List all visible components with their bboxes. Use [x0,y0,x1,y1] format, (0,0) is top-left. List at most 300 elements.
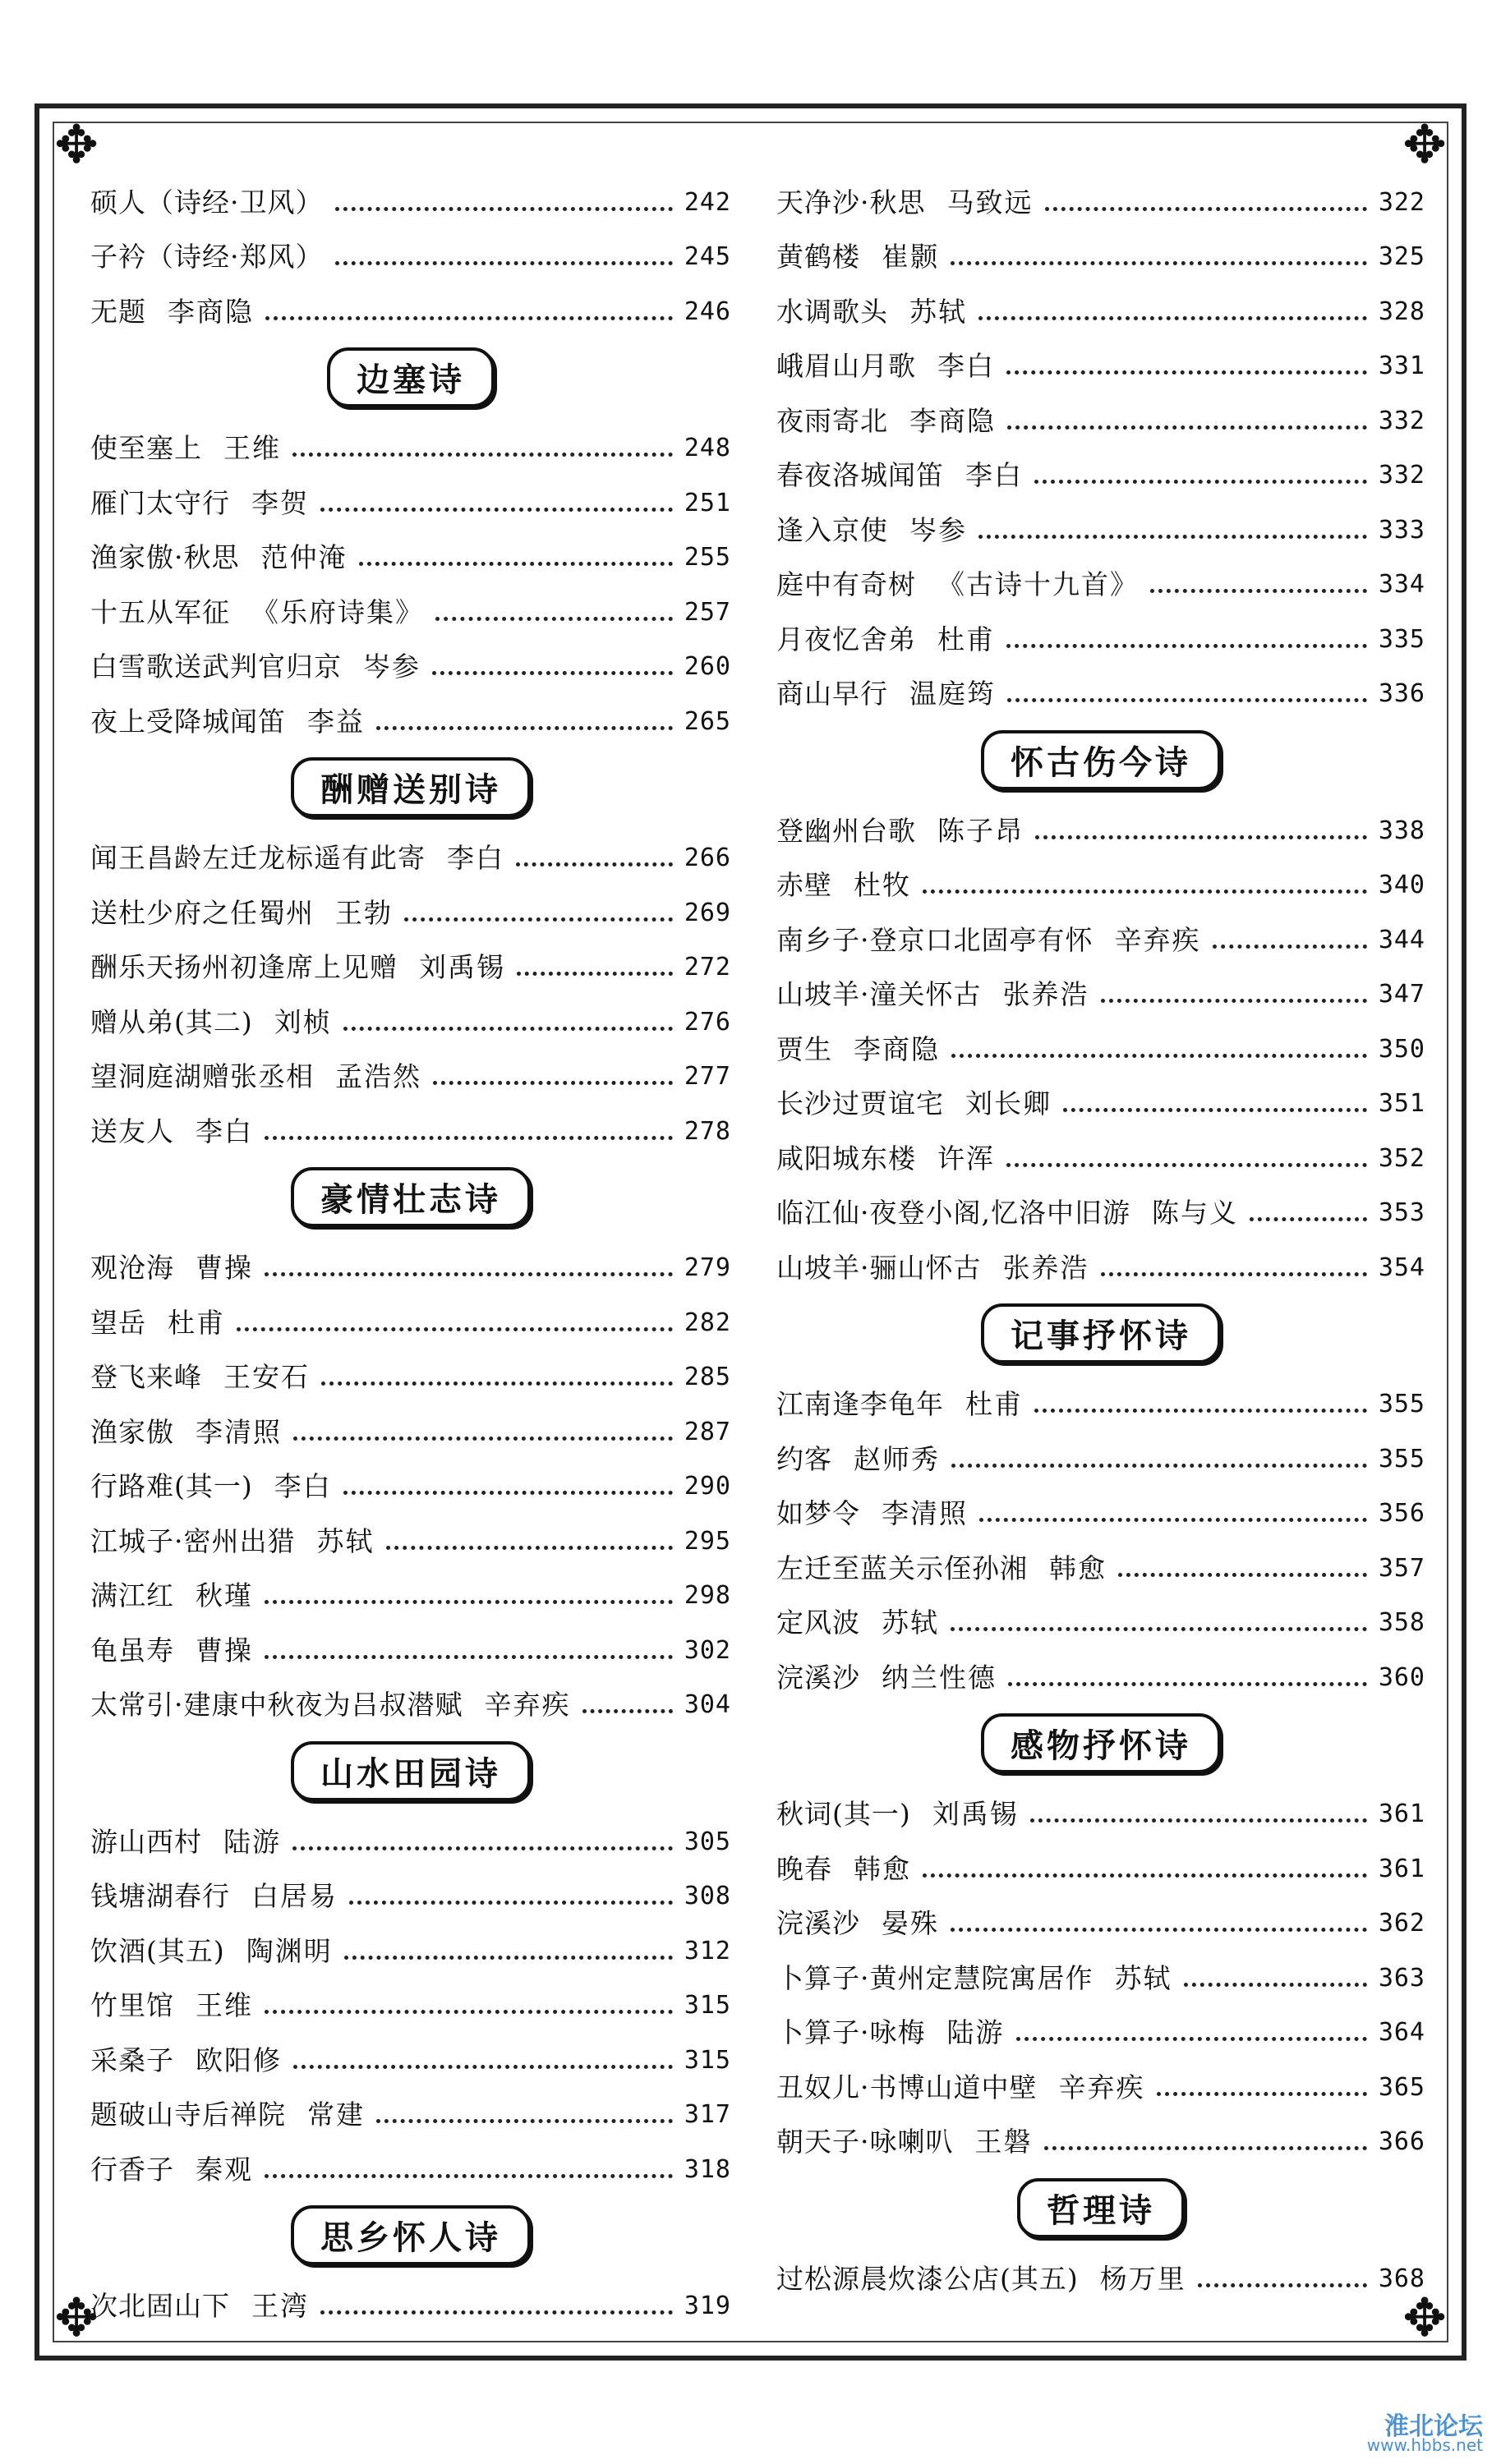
toc-entry[interactable] [90,528,731,583]
toc-entry[interactable] [776,1538,1425,1593]
poem-title: 十五从军征 [90,595,230,628]
poem-title: 望岳 [90,1306,146,1339]
dot-leader [951,1627,1367,1631]
poem-title: 行路难(其一) [90,1470,253,1502]
toc-entry[interactable] [776,1429,1425,1484]
poem-author: 王维 [223,432,281,464]
dot-leader [335,207,673,211]
poem-author: 秦观 [196,2153,253,2186]
page-number: 357 [1378,1553,1425,1583]
toc-entry[interactable] [90,1812,731,1867]
page-number: 278 [684,1116,731,1146]
toc-entry[interactable] [776,391,1425,446]
toc-entry[interactable] [776,1593,1425,1648]
dot-leader [237,1327,673,1331]
dot-leader [265,316,673,320]
toc-entry[interactable] [90,1101,731,1156]
poem-author: 苏轼 [882,1607,939,1639]
poem-author: 杜甫 [168,1306,225,1339]
section-heading [776,2167,1425,2249]
dot-leader [1157,2092,1367,2096]
dot-leader [265,1655,673,1659]
watermark-url: www.hbbs.net [1366,2435,1483,2455]
toc-entry[interactable] [776,446,1425,501]
dot-leader [978,316,1367,320]
page-number: 269 [684,898,731,927]
dot-leader [292,453,673,457]
poem-author: 李白 [196,1115,253,1147]
page-number: 282 [684,1308,731,1337]
page-number: 351 [1378,1089,1425,1118]
toc-entry[interactable] [90,692,731,747]
page-number: 365 [1378,2072,1425,2102]
page-number: 336 [1378,679,1425,708]
page-number: 312 [684,1936,731,1965]
toc-entry[interactable] [90,1867,731,1922]
dot-leader [344,1956,673,1960]
dot-leader [1150,589,1367,593]
toc-entry[interactable] [776,856,1425,911]
poem-title: 浣溪沙 [776,1661,860,1694]
poem-author: 陈与义 [1151,1197,1238,1229]
toc-entry[interactable] [90,228,731,283]
dot-leader [951,1464,1367,1468]
poem-author: 《乐府诗集》 [251,595,424,628]
toc-entry[interactable] [776,337,1425,392]
dot-leader [1118,1573,1367,1577]
page-number: 322 [1378,187,1425,217]
poem-author: 常建 [307,2099,365,2131]
poem-author: 张养浩 [1002,1251,1089,1284]
dot-leader [265,2174,673,2178]
section-heading [90,1730,731,1812]
poem-title: 无题 [90,295,146,328]
dot-leader [432,671,673,675]
poem-title: 过松源晨炊漆公店(其五) [776,2262,1079,2295]
toc-entry[interactable] [776,2249,1425,2304]
dot-leader [1213,945,1367,949]
poem-author: 杜牧 [854,869,911,901]
dot-leader [1044,2146,1367,2150]
toc-entry[interactable] [776,2057,1425,2112]
toc-entry[interactable] [776,1785,1425,1840]
poem-title: 闻王昌龄左迁龙标遥有此寄 [90,842,426,874]
page-number: 364 [1378,2018,1425,2047]
poem-title: 长沙过贾谊宅 [776,1087,944,1119]
dot-leader [923,890,1367,894]
page-number: 246 [684,297,731,326]
poem-title: 月夜忆舍弟 [776,623,916,655]
dot-leader [979,1518,1367,1522]
toc-entry[interactable] [776,1019,1425,1074]
poem-title: 龟虽寿 [90,1634,174,1666]
poem-title: 江南逢李龟年 [776,1388,944,1420]
poem-title: 贾生 [776,1032,832,1065]
corner-ornament-icon: ✥ [54,115,99,176]
dot-leader [1030,1818,1367,1823]
dot-leader [293,2065,673,2069]
poem-title: 采桑子 [90,2043,174,2076]
poem-title: 太常引·建康中秋夜为吕叔潜赋 [90,1689,463,1721]
page-number: 347 [1378,980,1425,1009]
poem-title: 赤壁 [776,869,832,901]
poem-title: 登幽州台歌 [776,814,916,847]
poem-author: 孟浩然 [335,1060,421,1092]
page-number: 285 [684,1363,731,1391]
poem-title: 南乡子·登京口北固亭有怀 [776,923,1094,956]
poem-author: 王磐 [974,2126,1033,2158]
dot-leader [951,261,1367,265]
poem-author: 晏殊 [882,1907,939,1939]
page-number: 353 [1378,1198,1425,1227]
dot-leader [1007,698,1367,702]
dot-leader [1034,480,1367,484]
page-number: 295 [684,1526,731,1556]
toc-entry[interactable] [776,1074,1425,1129]
page-number: 361 [1378,1854,1425,1883]
page-number: 361 [1378,1800,1425,1828]
poem-title: 左迁至蓝关示侄孙湘 [776,1551,1028,1584]
page-number: 338 [1378,816,1425,845]
toc-entry[interactable] [90,992,731,1047]
poem-title: 渔家傲 [90,1415,174,1448]
page-number: 358 [1378,1608,1425,1637]
poem-author: 赵师秀 [854,1442,940,1475]
dot-leader [293,1437,673,1441]
dot-leader [1198,2283,1367,2287]
toc-entry[interactable] [90,1239,731,1294]
poem-author: 李白 [937,350,995,382]
corner-ornament-icon: ✥ [54,2288,99,2349]
poem-title: 卜算子·咏梅 [776,2016,926,2048]
dot-leader [321,1381,673,1386]
toc-entry[interactable] [776,172,1425,228]
toc-left-column [90,172,731,2331]
toc-entry[interactable] [776,609,1425,664]
toc-entry[interactable] [90,1976,731,2031]
poem-title: 朝天子·咏喇叭 [776,2126,954,2158]
toc-entry[interactable] [90,282,731,337]
section-title: 感物抒怀诗 [981,1713,1221,1773]
corner-ornament-icon: ✥ [1402,2288,1447,2349]
poem-title: 望洞庭湖赠张丞相 [90,1060,314,1092]
poem-author: 李白 [447,842,504,874]
toc-entry[interactable] [776,1948,1425,2003]
section-heading [90,337,731,419]
toc-entry[interactable] [90,172,731,228]
dot-leader [1101,1272,1367,1276]
page-number: 362 [1378,1909,1425,1938]
poem-title: 游山西村 [90,1825,202,1858]
page-number: 317 [684,2100,731,2129]
poem-author: 张养浩 [1002,978,1089,1010]
dot-leader [1006,1163,1367,1167]
page-number: 355 [1378,1390,1425,1418]
poem-title: 咸阳城东楼 [776,1142,916,1175]
poem-title: 峨眉山月歌 [776,350,916,382]
poem-author: 刘禹锡 [419,951,505,983]
toc-entry[interactable] [776,910,1425,965]
toc-right-column [776,172,1425,2304]
page-number: 276 [684,1007,731,1037]
dot-leader [265,1136,673,1140]
toc-entry[interactable] [776,1184,1425,1239]
poem-title: 山坡羊·骊山怀古 [776,1251,982,1284]
toc-entry[interactable] [90,2140,731,2195]
page-number: 354 [1378,1253,1425,1282]
poem-author: 刘桢 [274,1005,332,1038]
poem-author: 秋瑾 [196,1579,253,1611]
toc-entry[interactable] [90,473,731,528]
site-watermark [1366,2412,1483,2455]
toc-entry[interactable] [776,282,1425,337]
poem-title: 夜雨寄北 [776,404,888,437]
toc-entry[interactable] [776,1129,1425,1184]
toc-entry[interactable] [776,2003,1425,2058]
poem-title: 送杜少府之任蜀州 [90,896,314,929]
poem-title: 定风波 [776,1607,860,1639]
poem-title: 观沧海 [90,1252,174,1284]
poem-author: 曹操 [196,1634,253,1666]
toc-entry[interactable] [776,228,1425,283]
poem-title: 子衿（诗经·郑风） [90,241,324,273]
poem-author: 温庭筠 [909,678,996,710]
poem-author: 纳兰性德 [882,1661,997,1694]
poem-title: 次北固山下 [90,2290,230,2322]
page-number: 257 [684,597,731,627]
section-title: 边塞诗 [327,347,495,407]
poem-author: 白居易 [251,1880,338,1912]
page-number: 318 [684,2154,731,2184]
dot-leader [320,2310,673,2315]
toc-entry[interactable] [776,965,1425,1020]
section-title: 思乡怀人诗 [291,2205,531,2265]
poem-author: 陈子昂 [937,814,1024,847]
poem-title: 夜上受降城闻笛 [90,705,286,738]
section-heading [776,719,1425,801]
poem-title: 山坡羊·潼关怀古 [776,978,982,1010]
poem-title: 题破山寺后禅院 [90,2099,286,2131]
poem-author: 苏轼 [316,1524,375,1557]
poem-title: 饮酒(其五) [90,1934,225,1967]
poem-author: 崔颢 [882,241,939,273]
poem-title: 黄鹤楼 [776,241,860,273]
toc-entry[interactable] [90,938,731,993]
page-number: 352 [1378,1143,1425,1173]
poem-title: 晚春 [776,1852,832,1885]
toc-entry[interactable] [90,1620,731,1676]
section-heading [90,1156,731,1239]
poem-author: 王维 [196,1989,253,2021]
page-number: 332 [1378,406,1425,435]
dot-leader [1006,370,1367,375]
poem-author: 陶渊明 [246,1934,333,1967]
toc-entry[interactable] [90,1293,731,1348]
page-number: 251 [684,488,731,517]
dot-leader [516,862,673,867]
toc-entry[interactable] [90,1511,731,1566]
dot-leader [1101,999,1367,1003]
page-number: 277 [684,1062,731,1091]
toc-entry[interactable] [776,1238,1425,1293]
toc-entry[interactable] [90,1348,731,1403]
poem-title: 白雪歌送武判官归京 [90,650,342,683]
dot-leader [1063,1108,1367,1112]
poem-author: 曹操 [196,1252,253,1284]
poem-title: 卜算子·黄州定慧院寓居作 [776,1961,1094,1994]
poem-title: 江城子·密州出猎 [90,1524,296,1557]
toc-entry[interactable] [776,664,1425,719]
toc-entry[interactable] [90,2085,731,2140]
poem-author: 王安石 [223,1361,310,1393]
toc-entry[interactable] [776,1894,1425,1949]
dot-leader [376,2119,673,2123]
toc-entry[interactable] [90,2277,731,2332]
dot-leader [1008,1682,1367,1686]
page-number: 266 [684,844,731,872]
page-number: 304 [684,1690,731,1719]
page-number: 242 [684,187,731,217]
dot-leader [923,1873,1367,1878]
page-number: 260 [684,652,731,681]
page-number: 344 [1378,925,1425,954]
poem-title: 钱塘湖春行 [90,1880,230,1912]
page-number: 298 [684,1581,731,1610]
poem-author: 李清照 [196,1415,282,1448]
page-number: 308 [684,1882,731,1910]
dot-leader [359,562,673,566]
poem-title: 如梦令 [776,1497,860,1529]
page-number: 305 [684,1827,731,1856]
poem-title: 约客 [776,1442,832,1475]
toc-entry[interactable] [90,1402,731,1457]
dot-leader [1045,207,1367,211]
toc-entry[interactable] [90,419,731,474]
toc-entry[interactable] [776,1648,1425,1703]
poem-author: 李益 [307,705,365,738]
dot-leader [265,1272,673,1276]
toc-entry[interactable] [90,829,731,884]
poem-author: 杨万里 [1099,2262,1186,2295]
poem-title: 使至塞上 [90,432,202,464]
poem-author: 苏轼 [909,295,967,328]
toc-entry[interactable] [90,582,731,637]
section-title: 酬赠送别诗 [291,757,531,817]
poem-title: 春夜洛城闻笛 [776,459,944,491]
poem-author: 辛弃疾 [1114,923,1201,956]
poem-author: 李贺 [251,486,309,519]
toc-entry[interactable] [776,2112,1425,2167]
toc-entry[interactable] [90,1676,731,1731]
dot-leader [320,508,673,512]
poem-title: 庭中有奇树 [776,568,916,600]
poem-author: 李白 [274,1470,332,1502]
poem-author: 范仲淹 [260,541,348,573]
poem-author: 王湾 [251,2290,309,2322]
dot-leader [386,1546,673,1550]
toc-entry[interactable] [90,1921,731,1976]
page-number: 332 [1378,461,1425,490]
dot-leader [1184,1983,1367,1987]
dot-leader [376,726,673,730]
toc-entry[interactable] [776,555,1425,610]
poem-author: 杜甫 [965,1388,1023,1420]
section-title: 记事抒怀诗 [981,1303,1221,1363]
dot-leader [435,617,673,621]
page-number: 287 [684,1417,731,1446]
dot-leader [265,2010,673,2014]
toc-entry[interactable] [90,1457,731,1512]
dot-leader [343,1491,673,1495]
toc-entry[interactable] [776,1375,1425,1430]
toc-entry[interactable] [776,1484,1425,1539]
section-heading [90,2195,731,2277]
page-number: 265 [684,706,731,736]
page-number: 331 [1378,352,1425,380]
toc-entry[interactable] [776,500,1425,555]
toc-entry[interactable] [776,801,1425,856]
poem-title: 逢入京使 [776,513,888,546]
page-number: 290 [684,1472,731,1501]
page-number: 368 [1378,2264,1425,2293]
poem-author: 《古诗十九首》 [937,568,1139,600]
page-number: 315 [684,1991,731,2020]
poem-author: 欧阳修 [196,2043,282,2076]
dot-leader [1035,835,1367,839]
page-number: 360 [1378,1662,1425,1692]
toc-entry[interactable] [90,637,731,692]
section-heading [776,1703,1425,1785]
toc-entry[interactable] [90,2030,731,2085]
page-number: 272 [684,953,731,981]
page-number: 333 [1378,515,1425,545]
poem-author: 岑参 [363,650,421,683]
section-heading [90,747,731,829]
toc-entry[interactable] [90,883,731,938]
poem-author: 苏轼 [1114,1961,1172,1994]
poem-title: 送友人 [90,1115,174,1147]
dot-leader [1006,644,1367,648]
poem-author: 陆游 [223,1825,281,1858]
poem-author: 马致远 [946,186,1034,218]
toc-entry[interactable] [776,1839,1425,1894]
dot-leader [517,972,673,976]
poem-author: 辛弃疾 [484,1689,571,1721]
page-number: 366 [1378,2127,1425,2156]
poem-author: 李商隐 [168,295,254,328]
dot-leader [292,1846,673,1850]
page-number: 302 [684,1635,731,1665]
page-number: 255 [684,543,731,572]
poem-title: 丑奴儿·书博山道中壁 [776,2071,1038,2103]
dot-leader [265,1600,673,1604]
poem-title: 行香子 [90,2153,174,2186]
toc-entry[interactable] [90,1047,731,1102]
poem-title: 雁门太守行 [90,486,230,519]
dot-leader [978,535,1367,539]
watermark-title: 淮北论坛 [1384,2412,1483,2441]
toc-entry[interactable] [90,1566,731,1621]
poem-title: 竹里馆 [90,1989,174,2021]
section-title: 怀古伤今诗 [981,730,1221,790]
poem-author: 王勃 [335,896,393,929]
poem-author: 陆游 [946,2016,1005,2048]
section-title: 豪情壮志诗 [291,1167,531,1227]
page-number: 355 [1378,1444,1425,1473]
poem-title: 硕人（诗经·卫风） [90,186,324,218]
poem-title: 渔家傲·秋思 [90,541,240,573]
poem-title: 浣溪沙 [776,1907,860,1939]
